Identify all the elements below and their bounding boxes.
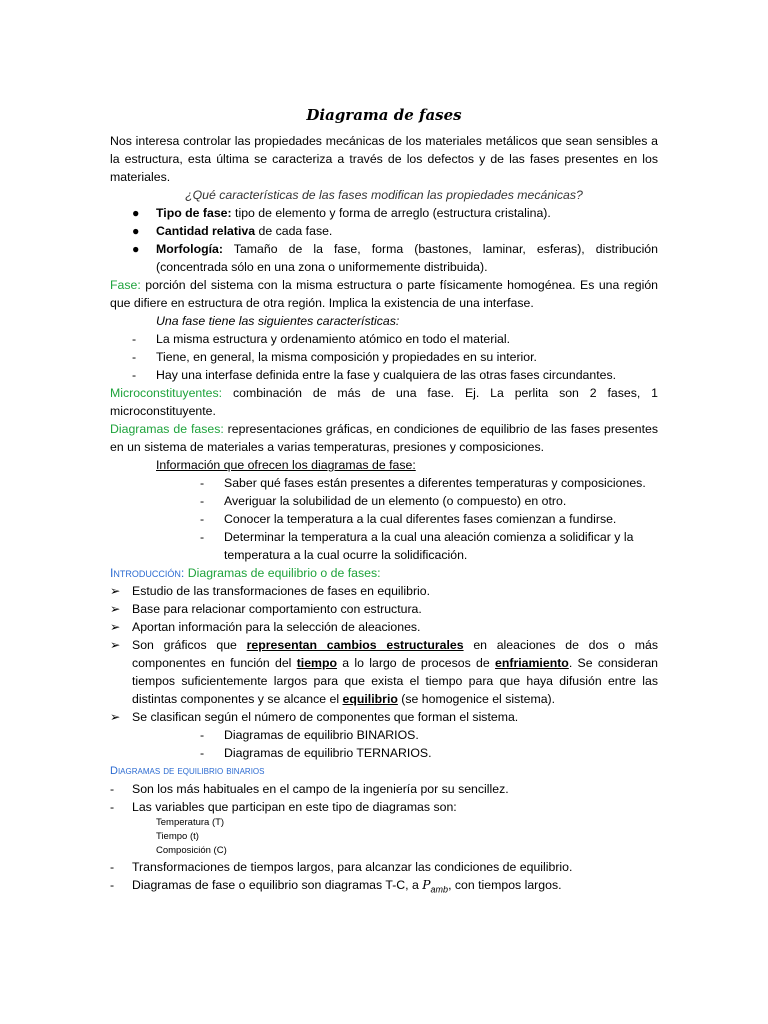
- fase-definition: Fase: porción del sistema con la misma estructura o parte físicamente homogénea. Es una región que difiere en estructura de otra región. Implica la existencia de una interfase.: [110, 278, 658, 310]
- list-item: ➢ Estudio de las transformaciones de fases en equilibrio.: [110, 584, 431, 598]
- list-item: - La misma estructura y ordenamiento atómico en todo el material.: [132, 332, 511, 346]
- list-item: Temperatura (T): [156, 817, 225, 828]
- binarios-list: [110, 780, 658, 816]
- list-item: ➢ Aportan información para la selección de aleaciones.: [110, 620, 421, 634]
- intro-paragraph: Nos interesa controlar las propiedades mecánicas de los materiales metálicos que sean sensibles a la estructura, esta última se caracteriza a través de los defectos y de las fases presentes en los materiales.: [110, 134, 658, 184]
- list-item: ● Tipo de fase: tipo de elemento y forma de arreglo (estructura cristalina).: [132, 206, 551, 220]
- list-item: - Las variables que participan en este tipo de diagramas son:: [110, 800, 457, 814]
- list-item: - Hay una interfase definida entre la fase y cualquiera de las otras fases circundantes.: [132, 368, 617, 382]
- page-title: Diagrama de fases: [306, 106, 462, 124]
- list-item: - Averiguar la solubilidad de un elemento (o compuesto) en otro.: [200, 494, 567, 508]
- list-item: ● Cantidad relativa de cada fase.: [132, 224, 333, 238]
- introduccion-heading: Introducción: Diagramas de equilibrio o de fases:: [110, 566, 381, 580]
- micro-definition: Microconstituyentes: combinación de más de una fase. Ej. La perlita son 2 fases, 1 microconstituyente.: [110, 386, 658, 418]
- micro-term: Microconstituyentes:: [110, 386, 223, 400]
- list-item: - Tiene, en general, la misma composición y propiedades en su interior.: [132, 350, 537, 364]
- fase-subheading: Una fase tiene las siguientes características:: [156, 314, 400, 328]
- list-item: ➢ Son gráficos que representan cambios estructurales en aleaciones de dos o más componentes en función del tiempo a lo largo de procesos de enfriamiento. Se consideran tiempos suficientemente largos para que exista el tiempo para que haya difusión entre las distintas componentes y se alcance el equilibrio (se homogenice el sistema).: [110, 638, 658, 706]
- list-item: ● Morfología: Tamaño de la fase, forma (bastones, laminar, esferas), distribución (concentrada sólo en una zona o uniformemente distribuida).: [132, 242, 658, 274]
- list-item: Composición (C): [156, 845, 227, 856]
- diagramas-definition: Diagramas de fases: representaciones gráficas, en condiciones de equilibrio de las fases presentes en un sistema de materiales a varias temperaturas, presiones y composiciones.: [110, 422, 658, 454]
- diagramas-term: Diagramas de fases:: [110, 422, 224, 436]
- list-item: ➢ Se clasifican según el número de componentes que forman el sistema.: [110, 710, 519, 724]
- binarios-heading: Diagramas de equilibrio binarios: [110, 765, 265, 777]
- list-item: - Determinar la temperatura a la cual una aleación comienza a solidificar y la temperatura a la cual ocurre la solidificación.: [200, 530, 634, 562]
- introduccion-label: Introducción:: [110, 566, 185, 580]
- fase-characteristics-list: [110, 330, 658, 384]
- list-item: - Son los más habituales en el campo de la ingeniería por su sencillez.: [110, 782, 509, 796]
- question-line: ¿Qué características de las fases modifican las propiedades mecánicas?: [185, 188, 583, 202]
- list-item: Tiempo (t): [156, 831, 199, 842]
- document-page: [110, 104, 658, 898]
- diagramas-subheading: Información que ofrecen los diagramas de fase:: [156, 458, 416, 472]
- introduccion-list: [110, 582, 658, 726]
- fase-term: Fase:: [110, 278, 141, 292]
- list-item: - Diagramas de fase o equilibrio son diagramas T-C, a $P_{amb}$, con tiempos largos.: [110, 878, 562, 895]
- p-amb-symbol: P: [422, 878, 431, 892]
- list-item: ➢ Base para relacionar comportamiento con estructura.: [110, 602, 422, 616]
- list-item: - Conocer la temperatura a la cual diferentes fases comienzan a fundirse.: [200, 512, 617, 526]
- list-item: - Transformaciones de tiempos largos, para alcanzar las condiciones de equilibrio.: [110, 860, 573, 874]
- variables-list: [110, 816, 658, 858]
- binarios-list-2: [110, 858, 658, 898]
- phase-properties-list: [110, 204, 658, 276]
- list-item: - Diagramas de equilibrio TERNARIOS.: [200, 746, 432, 760]
- diagramas-info-list: [110, 474, 658, 564]
- classify-list: [110, 726, 658, 762]
- list-item: - Diagramas de equilibrio BINARIOS.: [200, 728, 419, 742]
- list-item: - Saber qué fases están presentes a diferentes temperaturas y composiciones.: [200, 476, 646, 490]
